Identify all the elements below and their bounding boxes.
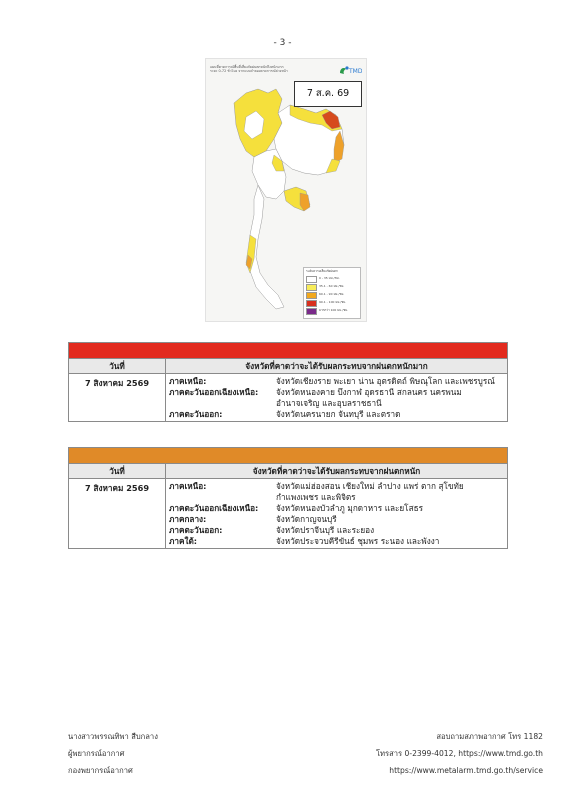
region-name: ภาคกลาง:: [169, 514, 207, 524]
legend-item: [306, 284, 358, 291]
legend-swatch: [306, 284, 317, 291]
region-row: [166, 525, 507, 536]
region-provinces: จังหวัดนครนายก จันทบุรี และตราด: [276, 409, 401, 419]
contact-fax-website[interactable]: โทรสาร 0-2399-4012, https://www.tmd.go.th: [375, 749, 543, 758]
region-name: ภาคตะวันออก:: [169, 525, 223, 535]
contact-phone: สอบถามสภาพอากาศ โทร 1182: [436, 732, 543, 741]
warning-band-red: [69, 343, 507, 358]
header-date: วันที่: [69, 359, 166, 373]
region-provinces: จังหวัดเชียงราย พะเยา น่าน อุตรดิตถ์ พิษณุโลก และเพชรบูรณ์: [276, 376, 495, 386]
row-date: 7 สิงหาคม 2569: [69, 374, 166, 421]
page-number: - 3 -: [273, 38, 292, 48]
region-provinces: จังหวัดหนองบัวลำภู มุกดาหาร และยโสธร: [276, 503, 423, 513]
map-header-line: ระยะ 0-72 ชั่วโมง จากแบบจำลองคาดการณ์ล่วงหน้า: [210, 69, 288, 74]
very-heavy-rain-table: [68, 342, 508, 422]
legend-swatch: [306, 292, 317, 299]
row-regions: [166, 374, 507, 421]
forecaster-title: ผู้พยากรณ์อากาศ: [68, 749, 125, 758]
legend-item: [306, 292, 358, 299]
region-row: [166, 503, 507, 514]
region-provinces: จังหวัดแม่ฮ่องสอน เชียงใหม่ ลำปาง แพร่ ตาก สุโขทัย กำแพงเพชร และพิจิตร: [276, 481, 464, 502]
region-row: [166, 387, 507, 409]
table-row: [69, 374, 507, 421]
map-date-label: 7 ส.ค. 69: [294, 81, 362, 107]
map-legend: [303, 267, 361, 319]
forecaster-name: นางสาวพรรณทิพา สืบกลาง: [68, 732, 158, 741]
region-name: ภาคตะวันออกเฉียงเหนือ:: [169, 387, 259, 397]
region-name: ภาคตะวันออกเฉียงเหนือ:: [169, 503, 259, 513]
warning-band-orange: [69, 448, 507, 463]
legend-label: มากกว่า 100 มม./ชม.: [319, 308, 349, 313]
region-provinces: จังหวัดปราจีนบุรี และระยอง: [276, 525, 375, 535]
region-name: ภาคเหนือ:: [169, 481, 207, 491]
region-name: ภาคเหนือ:: [169, 376, 207, 386]
map-header-line: แผนที่คาดการณ์พื้นที่เสี่ยงภัยฝนตกหนักถึงหนักมาก: [210, 65, 284, 69]
region-row: [166, 409, 507, 420]
region-row: [166, 481, 507, 503]
region-name: ภาคตะวันออก:: [169, 409, 223, 419]
legend-label: 0 - 35 มม./ชม.: [319, 276, 340, 281]
region-provinces: จังหวัดกาญจนบุรี: [276, 514, 337, 524]
table-header: [69, 358, 507, 374]
legend-item: [306, 276, 358, 283]
footer-contact: [376, 728, 543, 779]
legend-title: ระดับความเสี่ยงภัยฝนตก: [306, 269, 338, 273]
region-provinces: จังหวัดประจวบคีรีขันธ์ ชุมพร ระนอง และพังงา: [276, 536, 440, 546]
legend-swatch: [306, 300, 317, 307]
table-header: [69, 463, 507, 479]
region-row: [166, 536, 507, 547]
row-date: 7 สิงหาคม 2569: [69, 479, 166, 548]
region-name: ภาคใต้:: [169, 536, 198, 546]
legend-swatch: [306, 308, 317, 315]
header-provinces: จังหวัดที่คาดว่าจะได้รับผลกระทบจากฝนตกหนัก: [252, 466, 421, 476]
region-row: [166, 376, 507, 387]
contact-service-link[interactable]: https://www.metalarm.tmd.go.th/service: [389, 766, 543, 775]
row-regions: [166, 479, 507, 548]
header-provinces: จังหวัดที่คาดว่าจะได้รับผลกระทบจากฝนตกหนักมาก: [245, 361, 428, 371]
header-date: วันที่: [69, 464, 166, 478]
forecast-map: [205, 58, 367, 322]
legend-label: 60.1 - 90 มม./ชม.: [319, 292, 345, 297]
legend-swatch: [306, 276, 317, 283]
region-provinces: จังหวัดหนองคาย บึงกาฬ อุดรธานี สกลนคร นครพนม อำนาจเจริญ และอุบลราชธานี: [276, 387, 462, 408]
heavy-rain-table: [68, 447, 508, 549]
forecaster-division: กองพยากรณ์อากาศ: [68, 766, 133, 775]
legend-label: 35.1 - 60 มม./ชม.: [319, 284, 345, 289]
logo-text: TMD: [349, 68, 362, 75]
region-row: [166, 514, 507, 525]
legend-label: 90.1 - 100 มม./ชม.: [319, 300, 347, 305]
legend-item: [306, 300, 358, 307]
table-row: [69, 479, 507, 548]
footer-signature: [68, 728, 158, 779]
legend-item: [306, 308, 358, 315]
